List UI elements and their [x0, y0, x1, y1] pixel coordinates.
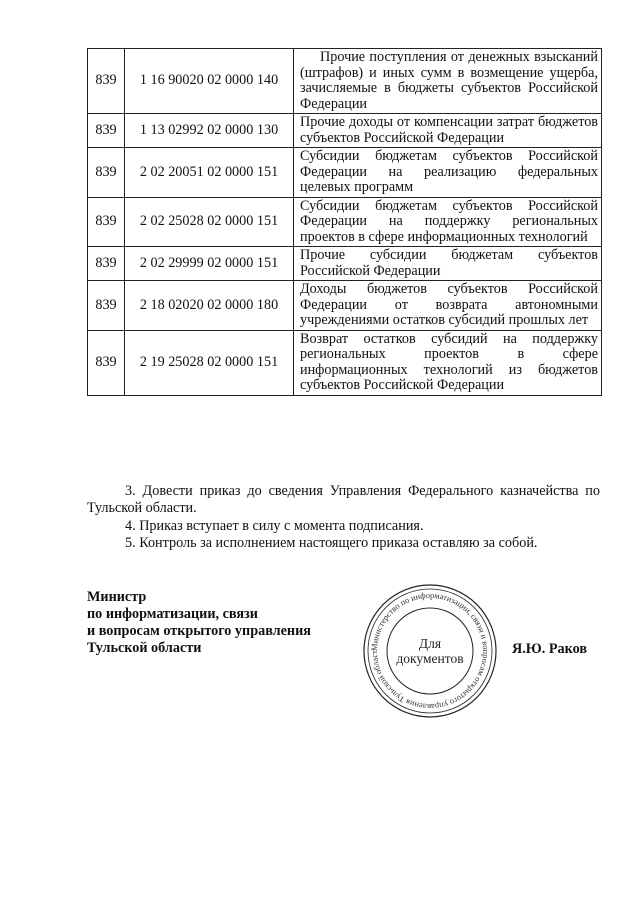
table-row — [88, 281, 602, 331]
revenue-code-cell: 2 19 25028 02 0000 151 — [125, 330, 294, 395]
admin-code-cell: 839 — [88, 148, 125, 198]
revenue-name-cell: Прочие поступления от денежных взысканий (штрафов) и иных сумм в возмещение ущерба, зачисляемые в бюджеты субъектов Российской Федерации — [294, 49, 602, 114]
revenue-code-cell: 1 16 90020 02 0000 140 — [125, 49, 294, 114]
revenue-code-cell: 2 02 29999 02 0000 151 — [125, 247, 294, 281]
revenue-code-cell: 2 02 25028 02 0000 151 — [125, 197, 294, 247]
table-row — [88, 197, 602, 247]
table-row — [88, 49, 602, 114]
admin-code-cell: 839 — [88, 49, 125, 114]
table-row — [88, 148, 602, 198]
signatory-line-3: и вопросам открытого управления — [87, 623, 311, 639]
paragraph-3-text: 3. Довести приказ до сведения Управления Федерального казначейства по Тульской области. — [87, 483, 600, 516]
official-seal — [362, 583, 498, 719]
signatory-line-4: Тульской области — [87, 640, 202, 656]
table-row — [88, 114, 602, 148]
table-row — [88, 247, 602, 281]
seal-center — [362, 583, 498, 719]
admin-code-cell: 839 — [88, 330, 125, 395]
admin-code-cell: 839 — [88, 114, 125, 148]
revenue-name-cell: Субсидии бюджетам субъектов Российской Федерации на реализацию федеральных целевых программ — [294, 148, 602, 198]
revenue-name-cell: Субсидии бюджетам субъектов Российской Федерации на поддержку региональных проектов в сфере информационных технологий — [294, 197, 602, 247]
paragraph-5-text: 5. Контроль за исполнением настоящего приказа оставляю за собой. — [125, 535, 538, 551]
revenue-code-cell: 2 18 02020 02 0000 180 — [125, 281, 294, 331]
signatory-line-2: по информатизации, связи — [87, 606, 258, 622]
seal-center-line-1: Для — [418, 636, 442, 651]
revenue-name-cell: Прочие субсидии бюджетам субъектов Российской Федерации — [294, 247, 602, 281]
revenue-code-cell: 1 13 02992 02 0000 130 — [125, 114, 294, 148]
revenue-name-cell: Прочие доходы от компенсации затрат бюджетов субъектов Российской Федерации — [294, 114, 602, 148]
admin-code-cell: 839 — [88, 281, 125, 331]
paragraph-4-text: 4. Приказ вступает в силу с момента подписания. — [125, 518, 424, 534]
revenue-code-cell: 2 02 20051 02 0000 151 — [125, 148, 294, 198]
signatory-name: Я.Ю. Раков — [512, 641, 588, 657]
seal-center-line-2: документов — [396, 651, 464, 666]
signatory-title — [87, 589, 311, 657]
revenue-name-cell: Возврат остатков субсидий на поддержку региональных проектов в сфере информационных технологий из бюджетов субъектов Российской Федерации — [294, 330, 602, 395]
table-row — [88, 330, 602, 395]
admin-code-cell: 839 — [88, 247, 125, 281]
paragraph-4 — [87, 518, 600, 535]
paragraph-5 — [87, 535, 600, 552]
paragraph-3 — [87, 483, 600, 517]
table-body — [88, 49, 602, 396]
revenue-name-cell: Доходы бюджетов субъектов Российской Федерации от возврата автономными учреждениями остатков субсидий прошлых лет — [294, 281, 602, 331]
seal-ring-text: Министерство по информатизации, связи и вопросам открытого управления Тульской област — [369, 590, 491, 712]
admin-code-cell: 839 — [88, 197, 125, 247]
revenue-codes-table — [87, 48, 602, 396]
signatory-line-1: Министр — [87, 589, 147, 605]
